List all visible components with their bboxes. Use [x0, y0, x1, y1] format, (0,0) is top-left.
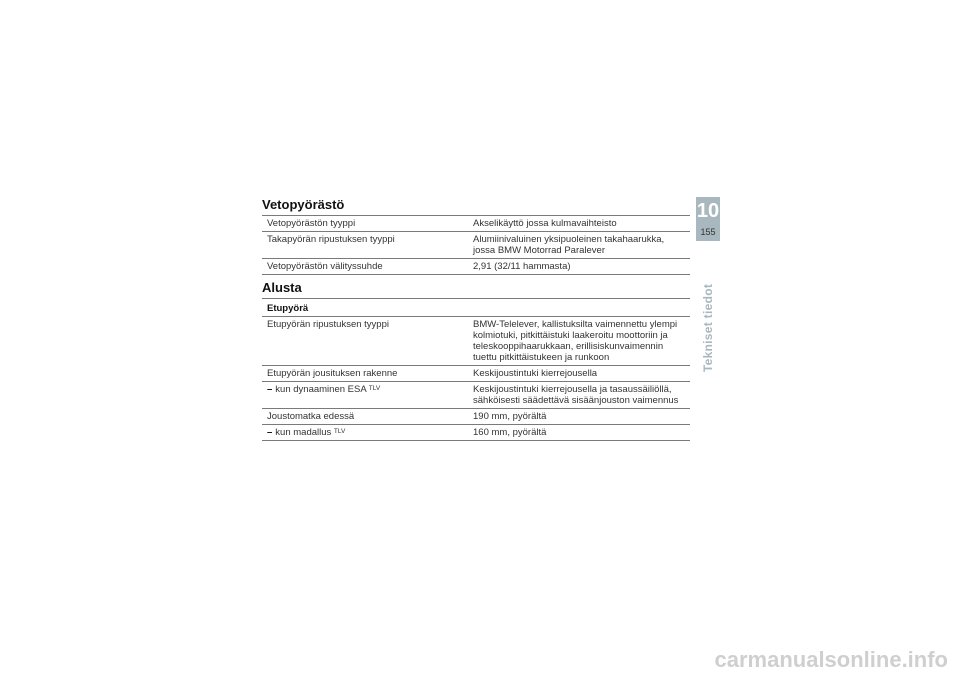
dash-marker: – — [267, 384, 273, 395]
row-value: 190 mm, pyörältä — [473, 411, 547, 422]
table-row — [262, 425, 690, 441]
table-row — [262, 232, 690, 259]
tlv-superscript: TLV — [333, 428, 346, 435]
section-title-chassis: Alusta — [262, 280, 302, 295]
chapter-side-label: Tekniset tiedot — [701, 283, 715, 373]
tlv-superscript: TLV — [368, 385, 381, 392]
row-value: 160 mm, pyörältä — [473, 427, 547, 438]
row-label: Vetopyörästön tyyppi — [267, 218, 356, 229]
chassis-table — [262, 298, 690, 441]
row-label: Etupyörän jousituksen rakenne — [267, 368, 398, 379]
page-number: 155 — [700, 227, 716, 237]
row-label-group — [262, 427, 469, 438]
watermark: carmanualsonline.info — [714, 647, 948, 672]
row-value: Akselikäyttö jossa kulmavaihteisto — [473, 218, 617, 229]
chapter-tab — [696, 197, 720, 241]
row-label: Joustomatka edessä — [267, 411, 355, 422]
row-value: Alumiinivaluinen yksipuoleinen takahaarukka, jossa BMW Motorrad Paralever — [473, 234, 665, 256]
chapter-number: 10 — [696, 200, 720, 222]
row-label: Takapyörän ripustuksen tyyppi — [267, 234, 395, 245]
table-subheading-row — [262, 298, 690, 317]
dash-marker: – — [267, 427, 273, 438]
row-label: Etupyörän ripustuksen tyyppi — [267, 319, 389, 330]
table-row — [262, 259, 690, 275]
table-subheading: Etupyörä — [267, 303, 309, 314]
row-label: Vetopyörästön välityssuhde — [267, 261, 383, 272]
table-row — [262, 382, 690, 409]
table-row — [262, 366, 690, 382]
row-value: Keskijoustintuki kierrejousella — [473, 368, 598, 379]
table-row — [262, 215, 690, 232]
table-row — [262, 317, 690, 366]
row-value: Keskijoustintuki kierrejousella ja tasaussäiliöllä, sähköisesti säädettävä sisäänjouston vaimennus — [473, 384, 679, 406]
row-label: kun dynaaminen ESA — [275, 384, 367, 395]
row-label-group — [262, 384, 469, 406]
section-title-drivetrain: Vetopyörästö — [262, 197, 345, 212]
row-value: BMW-Telelever, kallistuksilta vaimennettu ylempi kolmiotuki, pitkittäistuki laakeroitu moottoriin ja teleskooppihaarukkaan, erillisiskunvaimennin tuettu pitkittäistukeen ja runkoon — [473, 319, 678, 363]
table-row — [262, 409, 690, 425]
row-label: kun madallus — [275, 427, 332, 438]
row-value: 2,91 (32/11 hammasta) — [473, 261, 571, 272]
drivetrain-table — [262, 215, 690, 275]
